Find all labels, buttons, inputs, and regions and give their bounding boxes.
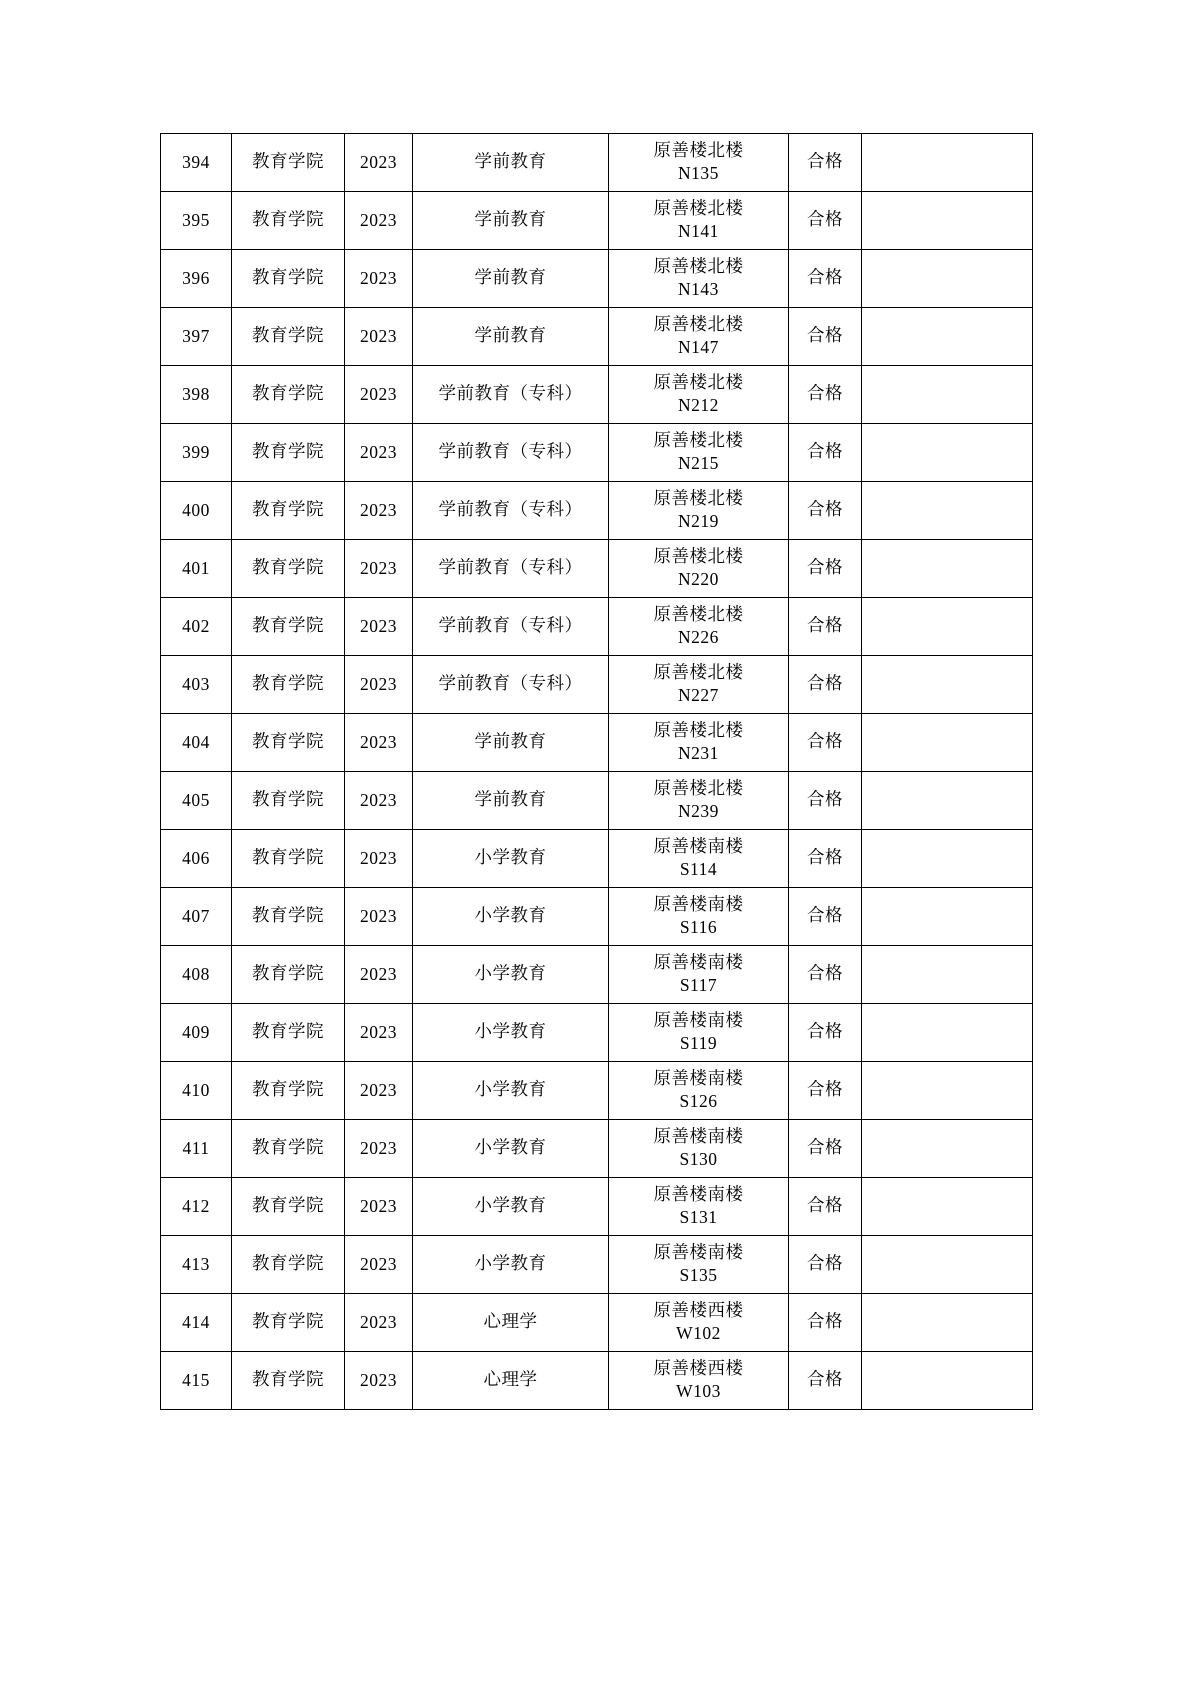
cell-note <box>862 830 1033 888</box>
cell-college: 教育学院 <box>232 946 345 1004</box>
data-table <box>160 133 1033 1410</box>
classroom-building: 原善楼北楼 <box>653 431 744 452</box>
classroom-code: S135 <box>679 1264 718 1285</box>
cell-classroom <box>609 134 789 192</box>
cell-college: 教育学院 <box>232 192 345 250</box>
cell-note <box>862 192 1033 250</box>
cell-college: 教育学院 <box>232 1178 345 1236</box>
cell-major: 心理学 <box>413 1294 609 1352</box>
cell-college: 教育学院 <box>232 1236 345 1294</box>
cell-serial-number: 408 <box>161 946 232 1004</box>
classroom-building: 原善楼西楼 <box>653 1359 744 1380</box>
cell-note <box>862 656 1033 714</box>
cell-note <box>862 308 1033 366</box>
cell-note <box>862 1352 1033 1410</box>
cell-major: 小学教育 <box>413 1236 609 1294</box>
classroom-building: 原善楼南楼 <box>653 953 744 974</box>
cell-status: 合格 <box>789 540 862 598</box>
cell-major: 小学教育 <box>413 1062 609 1120</box>
cell-note <box>862 134 1033 192</box>
cell-year: 2023 <box>345 424 413 482</box>
classroom-code: W102 <box>676 1322 721 1343</box>
cell-major: 小学教育 <box>413 888 609 946</box>
cell-classroom <box>609 1062 789 1120</box>
classroom-code: N231 <box>678 742 719 763</box>
cell-serial-number: 405 <box>161 772 232 830</box>
cell-serial-number: 410 <box>161 1062 232 1120</box>
cell-major: 学前教育 <box>413 134 609 192</box>
cell-year: 2023 <box>345 192 413 250</box>
table-row <box>161 250 1033 308</box>
cell-year: 2023 <box>345 308 413 366</box>
cell-year: 2023 <box>345 1004 413 1062</box>
cell-classroom <box>609 1120 789 1178</box>
cell-year: 2023 <box>345 540 413 598</box>
cell-year: 2023 <box>345 482 413 540</box>
cell-note <box>862 772 1033 830</box>
cell-year: 2023 <box>345 1352 413 1410</box>
cell-status: 合格 <box>789 482 862 540</box>
cell-status: 合格 <box>789 1062 862 1120</box>
classroom-code: N226 <box>678 626 719 647</box>
table-row <box>161 1294 1033 1352</box>
cell-note <box>862 250 1033 308</box>
cell-college: 教育学院 <box>232 1120 345 1178</box>
cell-major: 学前教育 <box>413 772 609 830</box>
classroom-building: 原善楼南楼 <box>653 1185 744 1206</box>
cell-serial-number: 395 <box>161 192 232 250</box>
cell-college: 教育学院 <box>232 134 345 192</box>
cell-major: 小学教育 <box>413 1120 609 1178</box>
cell-major: 小学教育 <box>413 1178 609 1236</box>
cell-classroom <box>609 946 789 1004</box>
classroom-building: 原善楼北楼 <box>653 721 744 742</box>
cell-note <box>862 598 1033 656</box>
classroom-code: S117 <box>679 974 718 995</box>
table-row <box>161 1236 1033 1294</box>
cell-status: 合格 <box>789 250 862 308</box>
cell-note <box>862 424 1033 482</box>
table-row <box>161 656 1033 714</box>
cell-year: 2023 <box>345 1178 413 1236</box>
cell-college: 教育学院 <box>232 714 345 772</box>
cell-college: 教育学院 <box>232 1062 345 1120</box>
cell-classroom <box>609 540 789 598</box>
cell-status: 合格 <box>789 1352 862 1410</box>
cell-year: 2023 <box>345 656 413 714</box>
table-body <box>161 134 1033 1410</box>
classroom-building: 原善楼南楼 <box>653 1011 744 1032</box>
cell-college: 教育学院 <box>232 772 345 830</box>
cell-serial-number: 404 <box>161 714 232 772</box>
cell-classroom <box>609 888 789 946</box>
cell-major: 学前教育（专科） <box>413 482 609 540</box>
classroom-code: W103 <box>676 1380 721 1401</box>
cell-major: 学前教育（专科） <box>413 540 609 598</box>
cell-college: 教育学院 <box>232 250 345 308</box>
table-row <box>161 192 1033 250</box>
cell-major: 学前教育 <box>413 250 609 308</box>
cell-college: 教育学院 <box>232 482 345 540</box>
classroom-code: N220 <box>678 568 719 589</box>
cell-major: 心理学 <box>413 1352 609 1410</box>
cell-status: 合格 <box>789 656 862 714</box>
cell-college: 教育学院 <box>232 888 345 946</box>
cell-status: 合格 <box>789 424 862 482</box>
cell-serial-number: 396 <box>161 250 232 308</box>
classroom-building: 原善楼北楼 <box>653 547 744 568</box>
classroom-building: 原善楼北楼 <box>653 257 744 278</box>
cell-serial-number: 411 <box>161 1120 232 1178</box>
cell-status: 合格 <box>789 1294 862 1352</box>
cell-note <box>862 714 1033 772</box>
table-row <box>161 308 1033 366</box>
table-row <box>161 366 1033 424</box>
cell-major: 学前教育（专科） <box>413 598 609 656</box>
cell-college: 教育学院 <box>232 598 345 656</box>
classroom-building: 原善楼南楼 <box>653 1243 744 1264</box>
cell-status: 合格 <box>789 1120 862 1178</box>
table-row <box>161 134 1033 192</box>
cell-status: 合格 <box>789 1178 862 1236</box>
table-row <box>161 424 1033 482</box>
cell-note <box>862 946 1033 1004</box>
classroom-building: 原善楼北楼 <box>653 199 744 220</box>
classroom-building: 原善楼北楼 <box>653 663 744 684</box>
cell-classroom <box>609 1294 789 1352</box>
cell-college: 教育学院 <box>232 308 345 366</box>
cell-classroom <box>609 366 789 424</box>
cell-serial-number: 415 <box>161 1352 232 1410</box>
table-row <box>161 1062 1033 1120</box>
cell-classroom <box>609 1004 789 1062</box>
cell-college: 教育学院 <box>232 656 345 714</box>
cell-note <box>862 1062 1033 1120</box>
cell-status: 合格 <box>789 830 862 888</box>
classroom-building: 原善楼南楼 <box>653 837 744 858</box>
cell-year: 2023 <box>345 134 413 192</box>
cell-major: 小学教育 <box>413 830 609 888</box>
classroom-building: 原善楼西楼 <box>653 1301 744 1322</box>
cell-year: 2023 <box>345 888 413 946</box>
classroom-building: 原善楼北楼 <box>653 373 744 394</box>
cell-serial-number: 414 <box>161 1294 232 1352</box>
cell-serial-number: 397 <box>161 308 232 366</box>
cell-serial-number: 406 <box>161 830 232 888</box>
cell-classroom <box>609 424 789 482</box>
classroom-code: S126 <box>679 1090 718 1111</box>
cell-college: 教育学院 <box>232 1352 345 1410</box>
cell-status: 合格 <box>789 1004 862 1062</box>
cell-year: 2023 <box>345 946 413 1004</box>
classroom-building: 原善楼北楼 <box>653 141 744 162</box>
classroom-building: 原善楼北楼 <box>653 605 744 626</box>
table-row <box>161 946 1033 1004</box>
table-row <box>161 714 1033 772</box>
cell-serial-number: 403 <box>161 656 232 714</box>
cell-major: 学前教育（专科） <box>413 424 609 482</box>
cell-college: 教育学院 <box>232 424 345 482</box>
cell-note <box>862 366 1033 424</box>
cell-classroom <box>609 482 789 540</box>
cell-year: 2023 <box>345 830 413 888</box>
cell-note <box>862 1120 1033 1178</box>
cell-classroom <box>609 656 789 714</box>
cell-classroom <box>609 250 789 308</box>
table-row <box>161 772 1033 830</box>
cell-status: 合格 <box>789 772 862 830</box>
cell-serial-number: 394 <box>161 134 232 192</box>
classroom-code: N227 <box>678 684 719 705</box>
cell-classroom <box>609 192 789 250</box>
table-container <box>160 133 1032 1410</box>
classroom-code: S116 <box>679 916 718 937</box>
cell-status: 合格 <box>789 946 862 1004</box>
classroom-code: N212 <box>678 394 719 415</box>
cell-major: 小学教育 <box>413 946 609 1004</box>
cell-classroom <box>609 1178 789 1236</box>
table-row <box>161 830 1033 888</box>
cell-year: 2023 <box>345 1062 413 1120</box>
cell-note <box>862 1004 1033 1062</box>
cell-major: 学前教育（专科） <box>413 366 609 424</box>
classroom-code: N147 <box>678 336 719 357</box>
cell-status: 合格 <box>789 366 862 424</box>
cell-status: 合格 <box>789 888 862 946</box>
cell-year: 2023 <box>345 772 413 830</box>
cell-serial-number: 399 <box>161 424 232 482</box>
classroom-building: 原善楼南楼 <box>653 1069 744 1090</box>
classroom-code: S114 <box>679 858 718 879</box>
table-row <box>161 1352 1033 1410</box>
classroom-building: 原善楼南楼 <box>653 895 744 916</box>
cell-serial-number: 413 <box>161 1236 232 1294</box>
cell-classroom <box>609 772 789 830</box>
cell-classroom <box>609 1352 789 1410</box>
cell-serial-number: 409 <box>161 1004 232 1062</box>
cell-major: 学前教育 <box>413 714 609 772</box>
classroom-code: S131 <box>679 1206 718 1227</box>
cell-status: 合格 <box>789 598 862 656</box>
cell-college: 教育学院 <box>232 540 345 598</box>
cell-year: 2023 <box>345 1120 413 1178</box>
table-row <box>161 1004 1033 1062</box>
classroom-code: S130 <box>679 1148 718 1169</box>
cell-college: 教育学院 <box>232 830 345 888</box>
cell-year: 2023 <box>345 1236 413 1294</box>
cell-major: 学前教育（专科） <box>413 656 609 714</box>
cell-year: 2023 <box>345 714 413 772</box>
cell-note <box>862 888 1033 946</box>
table-row <box>161 888 1033 946</box>
cell-note <box>862 482 1033 540</box>
cell-college: 教育学院 <box>232 366 345 424</box>
cell-status: 合格 <box>789 134 862 192</box>
cell-status: 合格 <box>789 192 862 250</box>
cell-serial-number: 412 <box>161 1178 232 1236</box>
table-row <box>161 540 1033 598</box>
table-row <box>161 482 1033 540</box>
cell-classroom <box>609 598 789 656</box>
classroom-building: 原善楼北楼 <box>653 489 744 510</box>
cell-classroom <box>609 830 789 888</box>
cell-note <box>862 540 1033 598</box>
cell-serial-number: 400 <box>161 482 232 540</box>
cell-note <box>862 1178 1033 1236</box>
cell-year: 2023 <box>345 1294 413 1352</box>
classroom-building: 原善楼北楼 <box>653 315 744 336</box>
classroom-code: N215 <box>678 452 719 473</box>
cell-status: 合格 <box>789 1236 862 1294</box>
classroom-building: 原善楼北楼 <box>653 779 744 800</box>
cell-serial-number: 398 <box>161 366 232 424</box>
classroom-building: 原善楼南楼 <box>653 1127 744 1148</box>
cell-year: 2023 <box>345 250 413 308</box>
classroom-code: N135 <box>678 162 719 183</box>
classroom-code: N239 <box>678 800 719 821</box>
cell-classroom <box>609 1236 789 1294</box>
cell-college: 教育学院 <box>232 1294 345 1352</box>
cell-classroom <box>609 308 789 366</box>
cell-year: 2023 <box>345 366 413 424</box>
cell-status: 合格 <box>789 308 862 366</box>
classroom-code: N219 <box>678 510 719 531</box>
cell-college: 教育学院 <box>232 1004 345 1062</box>
table-row <box>161 1178 1033 1236</box>
cell-classroom <box>609 714 789 772</box>
cell-serial-number: 401 <box>161 540 232 598</box>
cell-note <box>862 1236 1033 1294</box>
cell-serial-number: 407 <box>161 888 232 946</box>
classroom-code: N141 <box>678 220 719 241</box>
cell-major: 小学教育 <box>413 1004 609 1062</box>
cell-note <box>862 1294 1033 1352</box>
table-row <box>161 1120 1033 1178</box>
cell-major: 学前教育 <box>413 192 609 250</box>
table-row <box>161 598 1033 656</box>
cell-year: 2023 <box>345 598 413 656</box>
cell-major: 学前教育 <box>413 308 609 366</box>
cell-serial-number: 402 <box>161 598 232 656</box>
classroom-code: N143 <box>678 278 719 299</box>
cell-status: 合格 <box>789 714 862 772</box>
classroom-code: S119 <box>679 1032 718 1053</box>
